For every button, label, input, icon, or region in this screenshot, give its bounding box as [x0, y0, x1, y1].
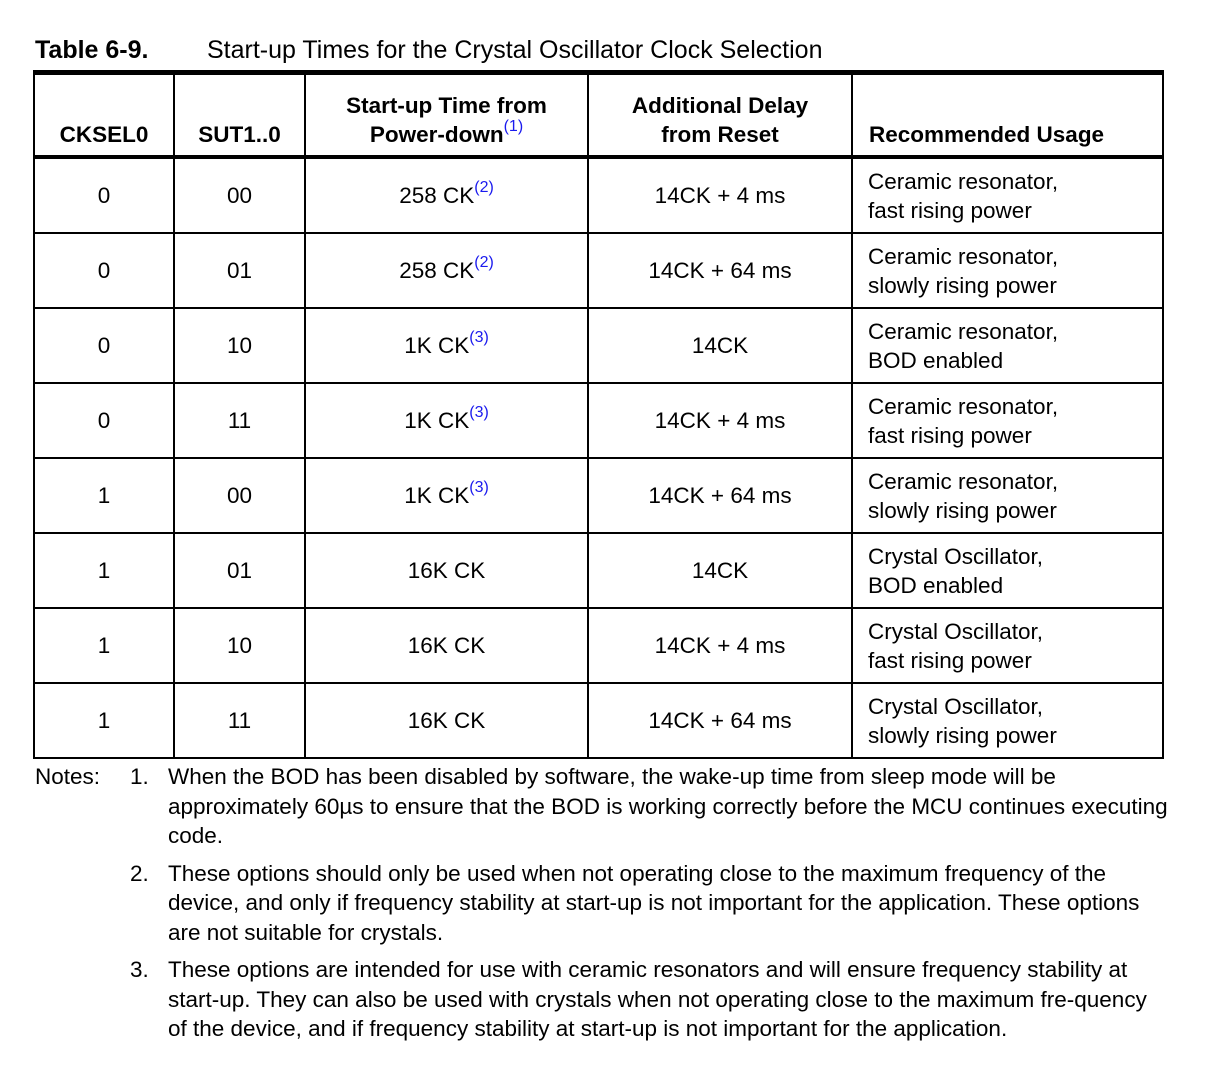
startup-value: 258 CK: [399, 183, 475, 208]
cell-additional-delay: 14CK: [588, 308, 852, 383]
cell-recommended-usage: [852, 683, 1163, 758]
table-row: [34, 383, 1163, 458]
cell-additional-delay: 14CK + 4 ms: [588, 608, 852, 683]
cell-cksel0: 0: [34, 157, 174, 233]
footnote-ref[interactable]: (2): [474, 178, 494, 196]
usage-line1: Ceramic resonator,: [868, 243, 1059, 269]
cell-cksel0: 0: [34, 233, 174, 308]
table-number: Table 6-9.: [35, 36, 149, 64]
table-caption: [35, 34, 822, 66]
usage-line2: BOD enabled: [868, 347, 1004, 373]
header-label: SUT1..0: [198, 122, 281, 147]
note-item: [130, 762, 1185, 851]
startup-times-table: [33, 70, 1164, 759]
note-item: [130, 955, 1185, 1044]
cell-cksel0: 1: [34, 458, 174, 533]
header-label-line1: Start-up Time from: [346, 93, 547, 118]
cell-cksel0: 1: [34, 683, 174, 758]
cell-cksel0: 1: [34, 533, 174, 608]
startup-value: 1K CK: [404, 408, 470, 433]
startup-value: 16K CK: [407, 558, 486, 583]
note-item: [130, 859, 1185, 948]
usage-line1: Ceramic resonator,: [868, 468, 1059, 494]
table-row: [34, 683, 1163, 758]
cell-additional-delay: 14CK + 64 ms: [588, 683, 852, 758]
cell-recommended-usage: [852, 233, 1163, 308]
cell-cksel0: 1: [34, 608, 174, 683]
cell-sut: 00: [174, 157, 305, 233]
table-row: [34, 608, 1163, 683]
header-additional-delay: [588, 73, 852, 158]
note-text: When the BOD has been disabled by software, the wake-up time from sleep mode will be approximately 60µs to ensure that the BOD is working correctly before the MCU continues executing code.: [168, 764, 1168, 848]
table-row: [34, 233, 1163, 308]
table-row: [34, 157, 1163, 233]
cell-additional-delay: 14CK + 64 ms: [588, 233, 852, 308]
startup-value: 16K CK: [407, 708, 486, 733]
usage-line2: fast rising power: [868, 197, 1032, 223]
cell-recommended-usage: [852, 458, 1163, 533]
cell-recommended-usage: [852, 308, 1163, 383]
table-body: [34, 157, 1163, 758]
footnote-ref[interactable]: (3): [469, 403, 489, 421]
table-row: [34, 533, 1163, 608]
usage-line1: Crystal Oscillator,: [868, 618, 1044, 644]
cell-recommended-usage: [852, 383, 1163, 458]
cell-startup-time: [305, 683, 588, 758]
usage-line2: fast rising power: [868, 422, 1032, 448]
usage-line2: slowly rising power: [868, 272, 1057, 298]
note-number: 2.: [130, 860, 149, 886]
usage-line1: Ceramic resonator,: [868, 168, 1059, 194]
cell-sut: 11: [174, 683, 305, 758]
cell-recommended-usage: [852, 533, 1163, 608]
cell-cksel0: 0: [34, 383, 174, 458]
header-recommended-usage: [852, 73, 1163, 158]
header-label-line2: Power-down: [369, 122, 504, 147]
footnote-ref[interactable]: (1): [503, 117, 524, 135]
footnote-ref[interactable]: (2): [474, 253, 494, 271]
cell-sut: 00: [174, 458, 305, 533]
table-row: [34, 458, 1163, 533]
header-sut: [174, 73, 305, 158]
header-cksel0: [34, 73, 174, 158]
cell-recommended-usage: [852, 157, 1163, 233]
startup-value: 16K CK: [407, 633, 486, 658]
note-text: These options are intended for use with ceramic resonators and will ensure frequency stability at start-up. They can also be used with crystals when not operating close to the maximum fre-quency of the device, and if frequency stability at start-up is not important for the application.: [168, 957, 1147, 1041]
usage-line1: Crystal Oscillator,: [868, 693, 1044, 719]
notes-section: [35, 762, 1185, 1052]
usage-line1: Ceramic resonator,: [868, 318, 1059, 344]
cell-additional-delay: 14CK + 4 ms: [588, 157, 852, 233]
usage-line2: fast rising power: [868, 647, 1032, 673]
cell-additional-delay: 14CK: [588, 533, 852, 608]
header-startup-time: [305, 73, 588, 158]
cell-recommended-usage: [852, 608, 1163, 683]
header-label: CKSEL0: [59, 122, 149, 147]
cell-startup-time: [305, 458, 588, 533]
cell-additional-delay: 14CK + 64 ms: [588, 458, 852, 533]
notes-list: [35, 762, 1185, 1044]
footnote-ref[interactable]: (3): [469, 478, 489, 496]
cell-sut: 10: [174, 308, 305, 383]
cell-startup-time: [305, 608, 588, 683]
note-text: These options should only be used when not operating close to the maximum frequency of the device, and only if frequency stability at start-up is not important for the application. These options are not suitable for crystals.: [168, 860, 1140, 945]
cell-sut: 01: [174, 233, 305, 308]
startup-value: 1K CK: [404, 333, 470, 358]
table-title: Start-up Times for the Crystal Oscillator Clock Selection: [207, 36, 823, 64]
header-label-line1: Additional Delay: [631, 93, 809, 118]
usage-line2: slowly rising power: [868, 722, 1057, 748]
usage-line2: BOD enabled: [868, 572, 1004, 598]
cell-sut: 11: [174, 383, 305, 458]
cell-sut: 10: [174, 608, 305, 683]
usage-line1: Crystal Oscillator,: [868, 543, 1044, 569]
cell-startup-time: [305, 533, 588, 608]
header-row: [34, 73, 1163, 158]
header-label: Recommended Usage: [869, 122, 1105, 147]
startup-value: 1K CK: [404, 483, 470, 508]
cell-startup-time: [305, 383, 588, 458]
notes-label: Notes:: [35, 764, 101, 789]
cell-additional-delay: 14CK + 4 ms: [588, 383, 852, 458]
usage-line1: Ceramic resonator,: [868, 393, 1059, 419]
usage-line2: slowly rising power: [868, 497, 1057, 523]
cell-cksel0: 0: [34, 308, 174, 383]
header-label-line2: from Reset: [661, 122, 779, 147]
footnote-ref[interactable]: (3): [469, 328, 489, 346]
cell-startup-time: [305, 157, 588, 233]
startup-times-table-container: [33, 70, 1164, 759]
startup-value: 258 CK: [399, 258, 475, 283]
cell-startup-time: [305, 308, 588, 383]
cell-sut: 01: [174, 533, 305, 608]
cell-startup-time: [305, 233, 588, 308]
note-number: 1.: [130, 764, 149, 789]
note-number: 3.: [130, 957, 149, 982]
table-row: [34, 308, 1163, 383]
